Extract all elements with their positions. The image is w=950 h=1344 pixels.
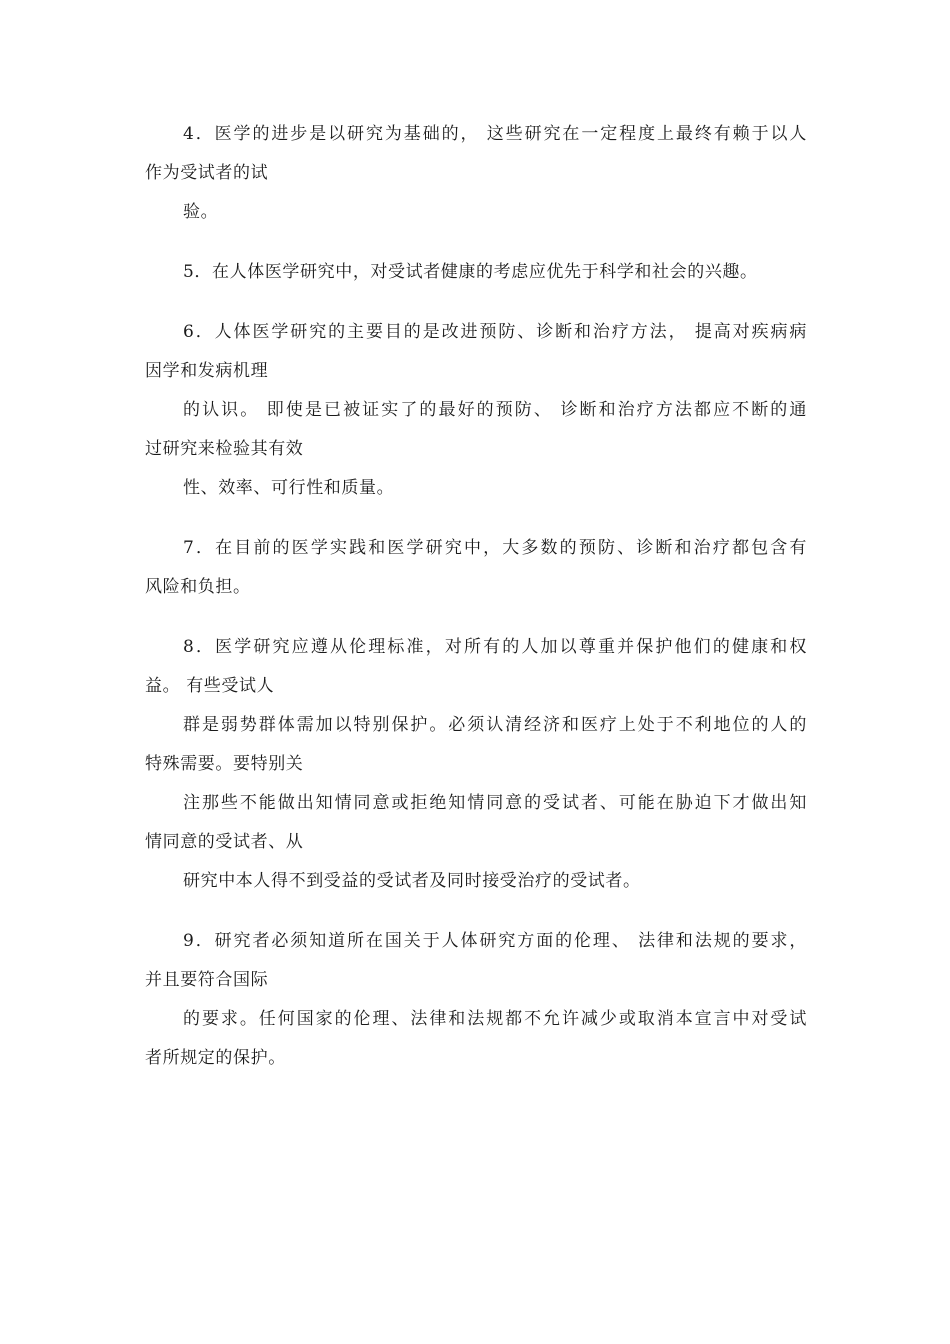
text-line: 验。 [183, 202, 219, 222]
text-line: 过研究来检验其有效 [145, 439, 304, 459]
text-line: 性、效率、可行性和质量。 [183, 478, 395, 498]
paragraph [145, 538, 807, 597]
text-line: 群是弱势群体需加以特别保护。必须认清经济和医疗上处于不利地位的人的 [183, 715, 807, 735]
text-line: 因学和发病机理 [145, 361, 269, 381]
text-line: 4．医学的进步是以研究为基础的， 这些研究在一定程度上最终有赖于以人 [183, 124, 807, 144]
document-page [145, 124, 807, 1108]
paragraph [145, 322, 807, 498]
paragraph [145, 931, 807, 1068]
text-line: 益。 有些受试人 [145, 676, 275, 696]
text-line: 并且要符合国际 [145, 970, 269, 990]
text-line: 5．在人体医学研究中，对受试者健康的考虑应优先于科学和社会的兴趣。 [183, 262, 758, 282]
text-line: 的要求。任何国家的伦理、法律和法规都不允许减少或取消本宣言中对受试 [183, 1009, 807, 1029]
text-line: 特殊需要。要特别关 [145, 754, 304, 774]
text-line: 研究中本人得不到受益的受试者及同时接受治疗的受试者。 [183, 871, 641, 891]
paragraph [145, 262, 807, 282]
text-line: 作为受试者的试 [145, 163, 269, 183]
text-line: 注那些不能做出知情同意或拒绝知情同意的受试者、可能在胁迫下才做出知 [183, 793, 807, 813]
text-line: 者所规定的保护。 [145, 1048, 286, 1068]
text-line: 6．人体医学研究的主要目的是改进预防、诊断和治疗方法， 提高对疾病病 [183, 322, 807, 342]
text-line: 8．医学研究应遵从伦理标准，对所有的人加以尊重并保护他们的健康和权 [183, 637, 807, 657]
text-line: 的认识。 即使是已被证实了的最好的预防、 诊断和治疗方法都应不断的通 [183, 400, 807, 420]
text-line: 情同意的受试者、从 [145, 832, 304, 852]
paragraph [145, 637, 807, 891]
text-line: 风险和负担。 [145, 577, 251, 597]
text-line: 9．研究者必须知道所在国关于人体研究方面的伦理、 法律和法规的要求， [183, 931, 807, 951]
text-line: 7．在目前的医学实践和医学研究中，大多数的预防、诊断和治疗都包含有 [183, 538, 807, 558]
paragraph [145, 124, 807, 222]
